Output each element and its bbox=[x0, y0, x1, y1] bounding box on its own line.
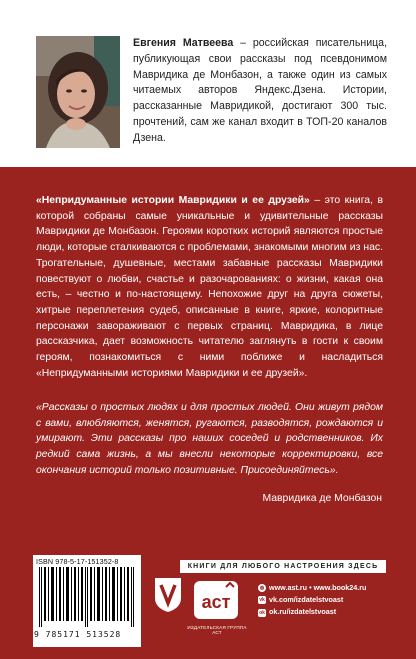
publisher-links bbox=[258, 582, 398, 619]
ast-logo-text: аст bbox=[201, 592, 231, 612]
isbn: ISBN 978-5-17-151352-8 bbox=[36, 557, 119, 566]
author-bio-text: – российская писательница, публикующая свои рассказы под псевдонимом Мавридика де Монбазон, а также один из самых читаемых авторов Яндекс.Дзена. Истории, рассказанные Мавридикой, достигают 300 тыс. прочтений, сам же канал входит в ТОП-20 каналов Дзена. bbox=[133, 37, 388, 144]
author-quote: «Рассказы о простых людях и для простых людей. Они живут рядом с вами, влюбляются, женятся, ругаются, разводятся, рождаются и умирают. Эти рассказы про наших соседей и родственников. Их редкий сама жизнь, а мы внесли некоторые корректировки, все окончания историй только позитивные. Присоединяйтесь». bbox=[36, 402, 383, 476]
age-rating-shield-icon bbox=[153, 576, 183, 614]
ast-logo-icon bbox=[192, 581, 240, 619]
author-portrait-image bbox=[36, 36, 120, 148]
ok-icon: ok bbox=[259, 609, 265, 616]
tagline: КНИГИ ДЛЯ ЛЮБОГО НАСТРОЕНИЯ ЗДЕСЬ bbox=[180, 560, 386, 573]
quote-signature: Мавридика де Монбазон bbox=[262, 493, 382, 504]
author-section bbox=[0, 0, 416, 167]
author-name: Евгения Матвеева bbox=[133, 37, 234, 49]
link-ok-text: ok.ru/izdatelstvoast bbox=[269, 607, 337, 617]
barcode-number: 9 785171 513528 bbox=[34, 630, 122, 639]
globe-icon: ◍ bbox=[259, 585, 265, 592]
author-photo bbox=[36, 36, 120, 148]
link-vk-text: vk.com/izdatelstvoast bbox=[269, 595, 344, 605]
link-website[interactable] bbox=[258, 582, 398, 594]
book-description bbox=[36, 193, 383, 381]
book-title: «Непридуманные истории Мавридики и ее друзей» bbox=[36, 195, 310, 206]
link-ok[interactable] bbox=[258, 606, 398, 618]
vk-icon: vk bbox=[259, 597, 265, 604]
barcode-image bbox=[37, 567, 137, 627]
description-text: – это книга, в которой собраны самые уникальные и удивительные рассказы Мавридики де Монбазон. Героями коротких историй являются простые люди, которые сталкиваются с проблемами, знакомыми многим из нас. Трогательные, душевные, местами забавные рассказы Мавридики повествуют о любви, счастье и разочарованиях: о жизни, какая она есть, – честно и по-настоящему. Непохожие друг на друга сюжеты, хитрые переплетения судеб, описанные в книге, яркие, колоритные персонажи завораживают с первых страниц. Мавридика, в лице рассказчика, дает возможность читателю заглянуть в гости к своим героям, познакомиться с ними поближе и насладиться «Непридуманными историями Мавридики и ее друзей». bbox=[36, 195, 383, 379]
link-vk[interactable] bbox=[258, 594, 398, 606]
publisher-name: ИЗДАТЕЛЬСКАЯ ГРУППА АСТ bbox=[187, 625, 247, 635]
link-website-text: www.ast.ru • www.book24.ru bbox=[269, 583, 367, 592]
author-bio bbox=[133, 36, 387, 147]
